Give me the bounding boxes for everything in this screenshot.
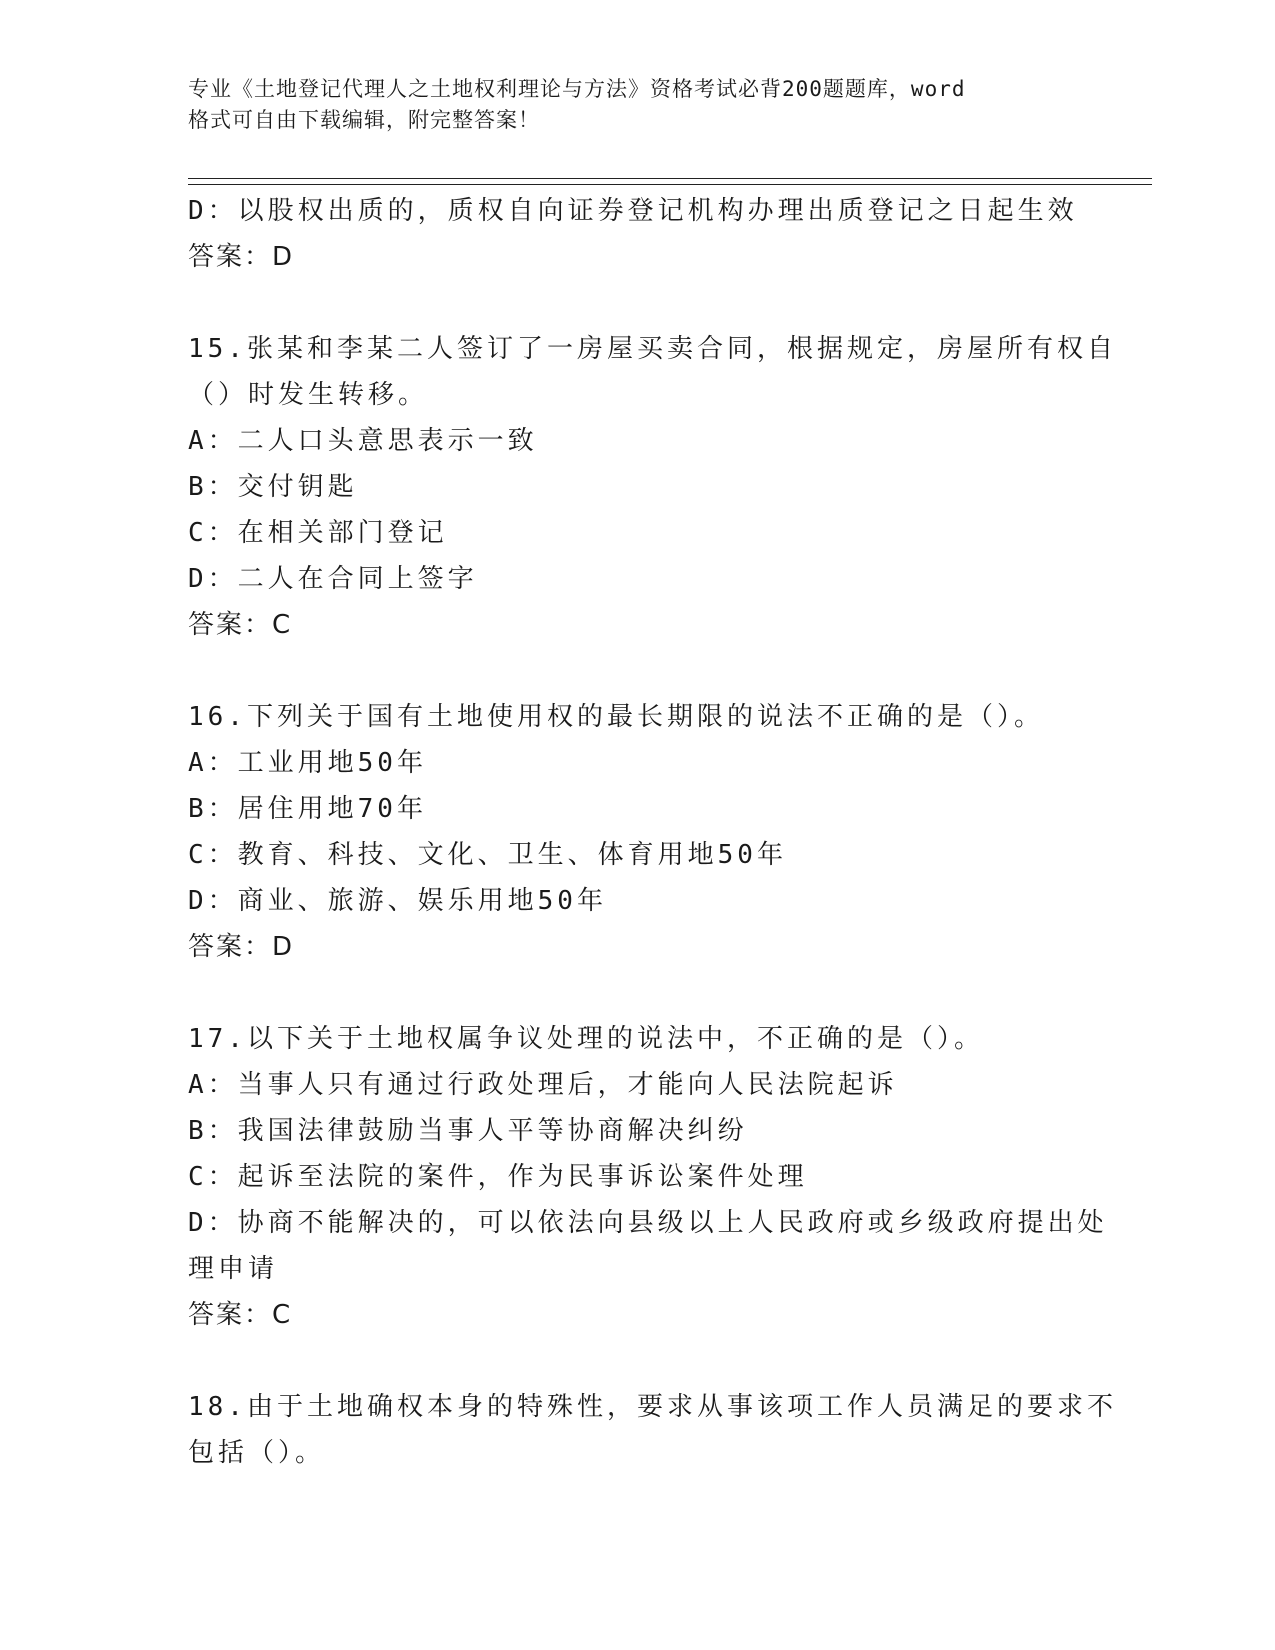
question-stem: 16.下列关于国有土地使用权的最长期限的说法不正确的是（）。 [188, 702, 1044, 732]
option-c: C：教育、科技、文化、卫生、体育用地50年 [188, 840, 787, 870]
question-stem: 18.由于土地确权本身的特殊性，要求从事该项工作人员满足的要求不 [188, 1392, 1117, 1422]
option-b: B：交付钥匙 [188, 472, 358, 502]
option-a: A：当事人只有通过行政处理后，才能向人民法院起诉 [188, 1070, 898, 1100]
option-d: D：二人在合同上签字 [188, 564, 478, 594]
answer: 答案：C [188, 1300, 293, 1330]
spacer [188, 648, 1088, 694]
question-stem: 15.张某和李某二人签订了一房屋买卖合同，根据规定，房屋所有权自 [188, 334, 1117, 364]
option-a: A：工业用地50年 [188, 748, 427, 778]
option-d: D：协商不能解决的，可以依法向县级以上人民政府或乡级政府提出处 [188, 1208, 1108, 1238]
spacer [188, 280, 1088, 326]
option-a: A：二人口头意思表示一致 [188, 426, 538, 456]
option-c: C：在相关部门登记 [188, 518, 448, 548]
prev-option-d: D：以股权出质的，质权自向证券登记机构办理出质登记之日起生效 [188, 196, 1078, 226]
question-content [188, 188, 1117, 1476]
prev-answer: 答案：D [188, 242, 295, 272]
question-stem-cont: 包括（）。 [188, 1438, 326, 1468]
question-18 [188, 1384, 1117, 1476]
question-16 [188, 694, 1088, 970]
question-stem: 17.以下关于土地权属争议处理的说法中，不正确的是（）。 [188, 1024, 984, 1054]
spacer [188, 1338, 1088, 1384]
question-stem-cont: （）时发生转移。 [188, 380, 429, 410]
answer: 答案：D [188, 932, 295, 962]
option-d-cont: 理申请 [188, 1254, 279, 1284]
spacer [188, 970, 1088, 1016]
question-15 [188, 326, 1117, 648]
option-c: C：起诉至法院的案件，作为民事诉讼案件处理 [188, 1162, 808, 1192]
header-rule-bottom [188, 184, 1152, 185]
option-b: B：居住用地70年 [188, 794, 427, 824]
header-line-2: 格式可自由下载编辑，附完整答案！ [188, 108, 540, 132]
document-header [188, 74, 1088, 136]
header-rule-top [188, 178, 1152, 179]
option-d: D：商业、旅游、娱乐用地50年 [188, 886, 607, 916]
header-line-1: 专业《土地登记代理人之土地权利理论与方法》资格考试必背200题题库，word [188, 77, 966, 101]
answer: 答案：C [188, 610, 293, 640]
option-b: B：我国法律鼓励当事人平等协商解决纠纷 [188, 1116, 748, 1146]
question-17 [188, 1016, 1108, 1338]
